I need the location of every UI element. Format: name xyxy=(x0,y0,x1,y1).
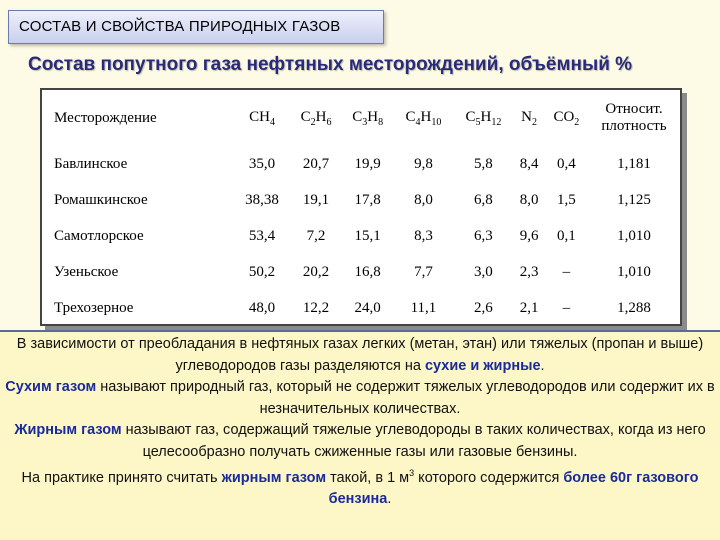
cell-co2: – xyxy=(562,263,571,280)
col-header-ch4: $CH_4$ xyxy=(249,108,275,128)
table-row xyxy=(42,290,680,326)
cell-c3h8: 15,1 xyxy=(354,227,381,244)
cell-c3h8: 17,8 xyxy=(354,191,381,208)
cell-c4h10: 7,7 xyxy=(414,263,433,280)
cell-c3h8: 16,8 xyxy=(354,263,381,280)
cell-c2h6: 19,1 xyxy=(302,191,330,208)
cell-c4h10: 9,8 xyxy=(414,155,433,172)
col-header-field: Месторождение xyxy=(54,109,157,126)
cell-ch4: 38,38 xyxy=(245,191,279,208)
explanation-panel xyxy=(0,330,720,540)
table-header-row xyxy=(42,90,680,146)
cell-field: Бавлинское xyxy=(54,155,128,172)
col-header-co2: $CO_2$ xyxy=(553,108,580,128)
col-header-c2h6: $C_2H_6$ xyxy=(300,108,332,128)
cell-density: 1,010 xyxy=(617,227,651,244)
cell-density: 1,181 xyxy=(617,155,651,172)
cell-c2h6: 20,7 xyxy=(302,155,330,172)
cell-co2: 1,5 xyxy=(556,191,576,208)
table-row xyxy=(42,218,680,254)
cell-density: 1,125 xyxy=(617,191,651,208)
col-header-c3h8: $C_3H_8$ xyxy=(352,108,384,128)
cell-c2h6: 12,2 xyxy=(302,299,330,316)
cell-c2h6: 20,2 xyxy=(302,263,330,280)
explanation-paragraph-3: Жирным газом называют газ, содержащий тяжелые углеводороды в таких количествах, когда из него целесообразно получать сжиженные газы или газовые бензины. xyxy=(14,422,706,460)
cell-ch4: 48,0 xyxy=(248,299,276,316)
slide-header xyxy=(8,10,384,44)
table-title: Состав попутного газа нефтяных месторождений, объёмный % xyxy=(28,54,633,75)
cell-ch4: 53,4 xyxy=(248,227,276,244)
cell-field: Ромашкинское xyxy=(54,191,148,208)
cell-c3h8: 19,9 xyxy=(354,155,381,172)
cell-n2: 2,1 xyxy=(519,299,539,316)
cell-c5h12: 6,8 xyxy=(474,191,493,208)
table-row xyxy=(42,146,680,182)
cell-field: Трехозерное xyxy=(54,299,134,316)
col-header-c5h12: $C_5H_{12}$ xyxy=(465,108,502,128)
cell-c4h10: 8,0 xyxy=(414,191,433,208)
col-header-density: Относит. плотность xyxy=(601,101,667,134)
composition-table xyxy=(42,90,680,326)
cell-c5h12: 3,0 xyxy=(474,263,493,280)
cell-c3h8: 24,0 xyxy=(354,299,381,316)
table-row xyxy=(42,254,680,290)
cell-co2: 0,1 xyxy=(556,227,576,244)
col-header-n2: $N_2$ xyxy=(521,108,537,128)
cell-c5h12: 2,6 xyxy=(474,299,493,316)
cell-density: 1,288 xyxy=(617,299,651,316)
cell-n2: 2,3 xyxy=(519,263,539,280)
cell-c4h10: 11,1 xyxy=(410,299,437,316)
cell-c4h10: 8,3 xyxy=(414,227,433,244)
cell-co2: – xyxy=(562,299,571,316)
slide-header-title: СОСТАВ И СВОЙСТВА ПРИРОДНЫХ ГАЗОВ xyxy=(19,18,341,35)
explanation-paragraph-2: Сухим газом называют природный газ, который не содержит тяжелых углеводородов или содержит их в незначительных количествах. xyxy=(5,379,715,417)
cell-field: Узеньское xyxy=(54,263,119,280)
cell-c2h6: 7,2 xyxy=(306,227,326,244)
table-row xyxy=(42,182,680,218)
cell-n2: 8,0 xyxy=(519,191,539,208)
cell-density: 1,010 xyxy=(617,263,651,280)
cell-field: Самотлорское xyxy=(54,227,144,244)
cell-n2: 8,4 xyxy=(519,155,539,172)
cell-ch4: 35,0 xyxy=(248,155,276,172)
cell-c5h12: 5,8 xyxy=(474,155,493,172)
col-header-c4h10: $C_4H_{10}$ xyxy=(405,108,442,128)
composition-table-container xyxy=(40,88,682,326)
cell-n2: 9,6 xyxy=(519,227,539,244)
cell-ch4: 50,2 xyxy=(248,263,276,280)
explanation-paragraph-4: На практике принято считать жирным газом такой, в 1 $м^3$ которого содержится более 60г газового бензина. xyxy=(21,468,699,508)
cell-co2: 0,4 xyxy=(556,155,576,172)
explanation-paragraph-1: В зависимости от преобладания в нефтяных газах легких (метан, этан) или тяжелых (пропан и выше) углеводородов газы разделяются на сухие и жирные. xyxy=(16,336,704,374)
cell-c5h12: 6,3 xyxy=(474,227,493,244)
